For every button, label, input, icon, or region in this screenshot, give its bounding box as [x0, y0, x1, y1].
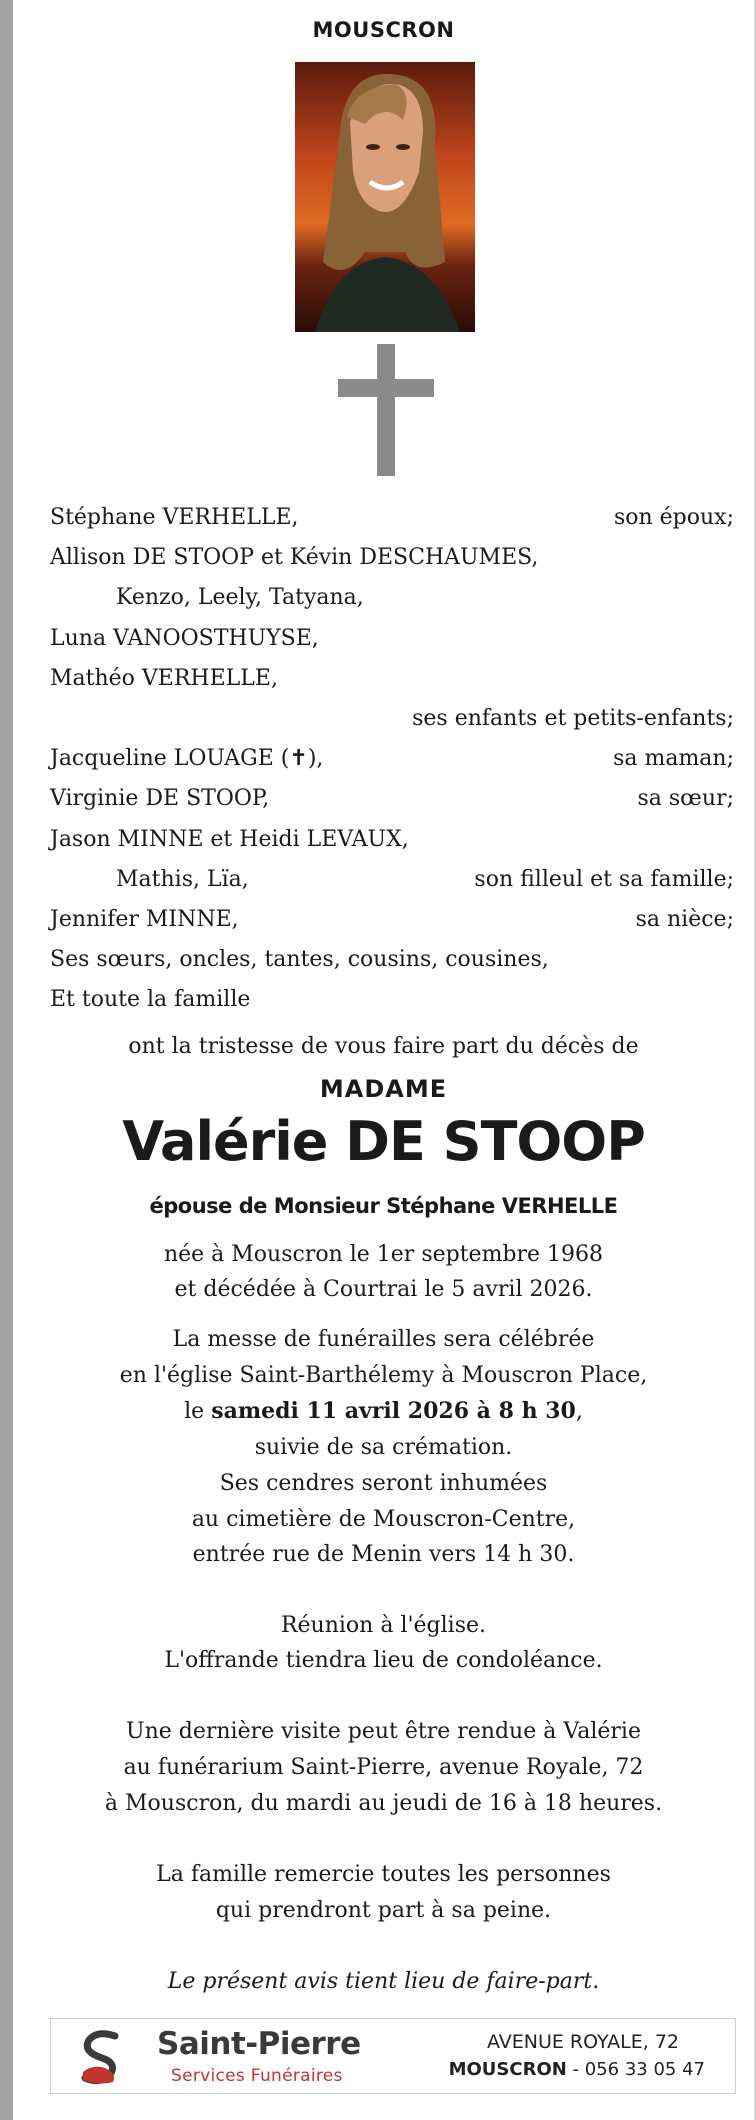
family-list: [50, 500, 734, 1022]
left-margin-bar: [0, 0, 13, 2120]
family-row: [50, 822, 734, 862]
family-name: Jacqueline LOUAGE (✝),: [50, 746, 324, 772]
ceremony-line: au cimetière de Mouscron-Centre,: [191, 1507, 576, 1532]
family-row: [50, 701, 734, 741]
family-name: Jennifer MINNE,: [50, 906, 239, 932]
cross-symbol: [338, 344, 434, 476]
family-name: Jason MINNE et Heidi LEVAUX,: [50, 826, 409, 852]
funeral-home-name: Saint-Pierre: [157, 2026, 361, 2062]
funeral-home-subtitle: Services Funéraires: [171, 2066, 343, 2086]
thanks-line: qui prendront part à sa peine.: [215, 1898, 552, 1923]
family-relation: sa sœur;: [637, 786, 734, 812]
ceremony-line: La messe de funérailles sera célébrée: [172, 1327, 595, 1352]
ceremony-date: samedi 11 avril 2026 à 8 h 30: [211, 1398, 576, 1424]
family-row: [50, 500, 734, 540]
funeral-home-logo: [77, 2028, 125, 2086]
family-row: [50, 942, 734, 982]
family-row: [50, 781, 734, 821]
family-name: Et toute la famille: [50, 987, 251, 1013]
family-name: Ses sœurs, oncles, tantes, cousins, cousines,: [50, 947, 549, 973]
announcement-intro: ont la tristesse de vous faire part du décès de: [128, 1034, 639, 1059]
birth-line: née à Mouscron le 1er septembre 1968: [163, 1242, 604, 1267]
funeral-home-banner: [50, 2018, 736, 2094]
city-header: MOUSCRON: [312, 18, 455, 42]
family-row: [50, 540, 734, 580]
ceremony-line: suivie de sa crémation.: [254, 1435, 513, 1460]
funeral-home-phone: - 056 33 05 47: [566, 2059, 705, 2080]
ceremony-date-line: le samedi 11 avril 2026 à 8 h 30,: [184, 1398, 583, 1424]
visit-line: Une dernière visite peut être rendue à Valérie: [126, 1719, 641, 1744]
family-relation: sa nièce;: [635, 906, 734, 932]
visit-line: au funérarium Saint-Pierre, avenue Royale, 72: [123, 1755, 644, 1780]
family-name: Mathis, Lïa,: [116, 866, 249, 892]
deceased-name: Valérie DE STOOP: [122, 1110, 645, 1173]
thanks-line: La famille remercie toutes les personnes: [156, 1862, 611, 1887]
funeral-home-address: AVENUE ROYALE, 72: [486, 2031, 679, 2053]
funeral-home-contact: [449, 2059, 705, 2080]
funeral-home-city: MOUSCRON: [448, 2059, 567, 2080]
portrait-photo: [295, 62, 475, 332]
family-name: Stéphane VERHELLE,: [50, 505, 299, 530]
family-name: Allison DE STOOP et Kévin DESCHAUMES,: [50, 545, 539, 571]
family-name: Mathéo VERHELLE,: [50, 665, 278, 691]
ceremony-line: en l'église Saint-Barthélemy à Mouscron Place,: [119, 1363, 648, 1388]
visit-line: à Mouscron, du mardi au jeudi de 16 à 18 heures.: [104, 1791, 663, 1816]
reunion-line: L'offrande tiendra lieu de condoléance.: [164, 1648, 603, 1673]
family-relation: son époux;: [613, 505, 734, 530]
family-relation: sa maman;: [613, 746, 734, 772]
notice-line: Le présent avis tient lieu de faire-part.: [167, 1969, 600, 1994]
reunion-line: Réunion à l'église.: [280, 1613, 487, 1638]
family-row: [50, 902, 734, 942]
family-name: Virginie DE STOOP,: [50, 786, 270, 812]
family-relation: son filleul et sa famille;: [474, 866, 734, 892]
family-name: Luna VANOOSTHUYSE,: [50, 625, 319, 651]
family-row: [50, 661, 734, 701]
ceremony-line: Ses cendres seront inhumées: [219, 1471, 548, 1496]
family-row: [50, 580, 734, 620]
obituary-page: [13, 0, 754, 2120]
death-line: et décédée à Courtrai le 5 avril 2026.: [174, 1277, 593, 1302]
spouse-line: épouse de Monsieur Stéphane VERHELLE: [149, 1194, 618, 1218]
family-row: [50, 621, 734, 661]
ceremony-line: entrée rue de Menin vers 14 h 30.: [192, 1542, 575, 1567]
family-relation: ses enfants et petits-enfants;: [412, 705, 734, 731]
family-row: [50, 862, 734, 902]
honorific-title: MADAME: [319, 1075, 448, 1103]
family-name: Kenzo, Leely, Tatyana,: [116, 585, 364, 611]
family-row: [50, 982, 734, 1022]
family-row: [50, 741, 734, 781]
